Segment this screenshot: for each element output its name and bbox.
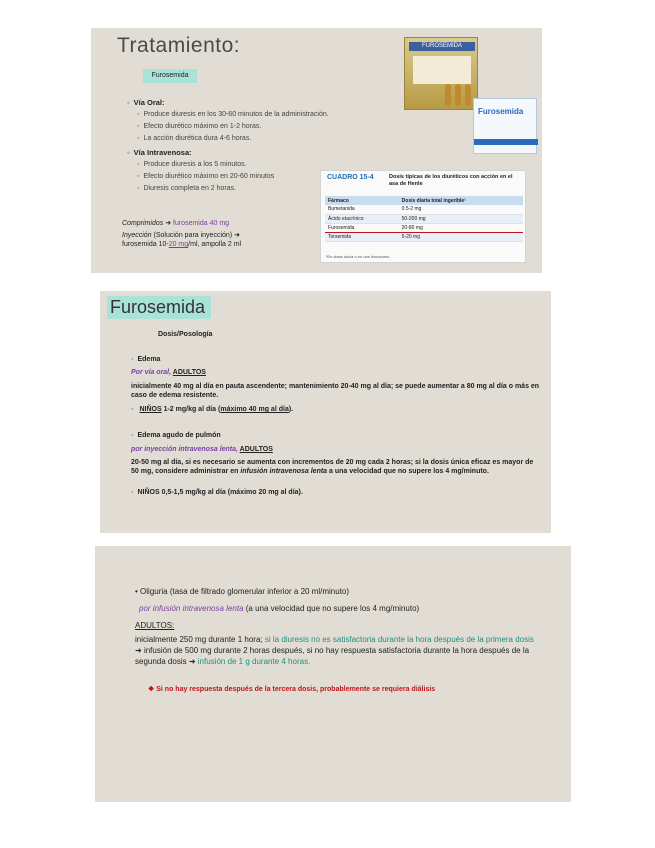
table-cell: 50-200 mg — [399, 214, 523, 223]
pack-stripe — [474, 139, 538, 145]
pulmon-text — [131, 458, 541, 476]
dosing-paragraph — [135, 634, 535, 667]
table-cell: Torsemida — [325, 232, 399, 241]
comprimidos-value: furosemida 40 mg — [173, 220, 230, 227]
table-row — [325, 232, 523, 241]
slide-tratamiento — [91, 28, 542, 273]
pulmon-route-line — [131, 445, 541, 454]
ninos-line — [131, 406, 293, 413]
oliguria-line — [135, 586, 349, 597]
warning-text: Si no hay respuesta después de la tercera dosis, probablemente se requiera diálisis — [156, 686, 436, 693]
table-row-highlighted — [325, 223, 523, 232]
table-header: Dosis diaria total ingerible¹ — [399, 196, 523, 205]
pulmon-route: por inyección intravenosa lenta, — [131, 446, 238, 453]
edema-route-line — [131, 368, 541, 377]
furosemida-pack-image — [473, 98, 537, 154]
ninos-label: NIÑOS — [139, 406, 162, 413]
table-row — [325, 214, 523, 223]
slide-title: Tratamiento: — [117, 34, 241, 57]
inyeccion-dose: 20 mg — [168, 241, 189, 248]
section-subtitle: Dosis/Posología — [158, 331, 213, 338]
iv-heading: ◦ Vía Intravenosa: — [127, 148, 192, 158]
bullet-icon: • — [135, 587, 138, 596]
table-cell: Ácido etacrínico — [325, 214, 399, 223]
table-header: Fármaco — [325, 196, 399, 205]
inyeccion-value: furosemida 10- — [122, 241, 169, 248]
inyeccion-text: (Solución para inyección) — [153, 232, 233, 239]
inyeccion-value-rest: /ml, ampolla 2 ml — [188, 241, 242, 248]
route-line — [139, 603, 419, 614]
ampoule-icon — [465, 84, 471, 106]
furosemida-box-image — [404, 37, 478, 110]
oral-item: ◦ La acción diurética dura 4-6 horas. — [137, 134, 251, 143]
pulmon-heading: ◦ Edema agudo de pulmón — [131, 432, 221, 439]
table-cell: 0.5-2 mg — [399, 205, 523, 214]
edema-text: inicialmente 40 mg al día en pauta ascendente; mantenimiento 20-40 mg al día; se puede aumentar a 80 mg al día o más en caso de edema resistente. — [131, 383, 540, 399]
warning-line — [148, 685, 435, 694]
table-cell: Furosemida — [325, 223, 399, 232]
comprimidos-label: Comprimidos — [122, 220, 164, 227]
text-b: si la diuresis no es satisfactoria durante la hora después de la primera dosis — [264, 635, 534, 644]
edema-heading: ◦ Edema — [131, 356, 160, 363]
table-code: CUADRO 15-4 — [327, 174, 374, 181]
slide-furosemida-dosis — [100, 291, 551, 533]
pack-label: Furosemida — [478, 107, 524, 116]
pulmon-text-b: infusión intravenosa lenta — [240, 468, 328, 475]
pulmon-adultos: ADULTOS — [239, 446, 273, 453]
dose-table — [325, 196, 523, 242]
table-row — [325, 205, 523, 214]
ninos-max: máximo 40 mg al día — [220, 406, 289, 413]
ninos-dose: 1-2 mg/kg al día ( — [163, 406, 221, 413]
table-note: ¹En dosis única o en dos fracciones. — [326, 254, 391, 259]
table-title: Dosis típicas de los diuréticos con acción en el asa de Henle — [389, 174, 513, 187]
route-rest: (a una velocidad que no supere los 4 mg/minuto) — [245, 604, 420, 613]
box-panel — [413, 56, 471, 84]
text-d: infusión de 1 g durante 4 horas. — [197, 657, 311, 666]
route: por infusión intravenosa lenta — [139, 604, 244, 613]
arrow-icon: ➜ — [234, 232, 240, 239]
ninos2-line: ◦ NIÑOS 0,5-1,5 mg/kg al día (máximo 20 mg al día). — [131, 489, 303, 496]
ampoule-icon — [445, 84, 451, 106]
oral-heading: ◦ Vía Oral: — [127, 98, 165, 108]
oliguria-text: Oliguria (tasa de filtrado glomerular inferior a 20 ml/minuto) — [140, 587, 350, 596]
inyeccion-label: Inyección — [122, 232, 152, 239]
table-header-row — [325, 196, 523, 205]
arrow-icon: ➜ — [165, 220, 172, 227]
table-cell: 20-80 mg — [399, 223, 523, 232]
table-cell: 5-20 mg — [399, 232, 523, 241]
oral-item: ◦ Produce diuresis en los 30-60 minutos de la administración. — [137, 110, 329, 119]
slide-title: Furosemida — [107, 296, 211, 319]
table-cell: Bumetanida — [325, 205, 399, 214]
ampoule-icon — [455, 84, 461, 106]
oral-item: ◦ Efecto diurético máximo en 1-2 horas. — [137, 122, 261, 131]
iv-item: ◦ Diuresis completa en 2 horas. — [137, 184, 236, 193]
edema-route: Por vía oral, — [131, 369, 172, 376]
diamond-bullet-icon: ❖ — [148, 686, 155, 693]
slide-oliguria — [95, 546, 571, 802]
diuretic-dose-table — [320, 170, 526, 263]
iv-item: ◦ Efecto diurético máximo en 20-60 minutos — [137, 172, 274, 181]
edema-adultos: ADULTOS — [172, 369, 206, 376]
pulmon-text-c: a una velocidad que no supere los 4 mg/minuto. — [329, 468, 489, 475]
adultos-label: ADULTOS: — [135, 621, 175, 630]
ninos-end: ). — [288, 406, 294, 413]
text-c: infusión de 500 mg durante 2 horas después, si no hay respuesta satisfactoria durante la hora después de la segunda dosis — [135, 646, 530, 666]
inyeccion-line — [122, 231, 272, 249]
box-label: FUROSEMIDA — [409, 42, 475, 51]
pulmon-text-a: 20-50 mg al día, si es necesario se aumenta con incrementos de 20 mg cada 2 horas; si la dosis única eficaz es mayor de 50 mg, considere administrar en — [131, 459, 534, 475]
comprimidos-line — [122, 219, 229, 228]
arrow-icon: ➜ — [188, 657, 196, 666]
arrow-icon: ➜ — [135, 646, 142, 655]
text-a: inicialmente 250 mg durante 1 hora; — [135, 635, 263, 644]
iv-item: ◦ Produce diuresis a los 5 minutos. — [137, 160, 247, 169]
drug-tag: Furosemida — [143, 69, 197, 83]
